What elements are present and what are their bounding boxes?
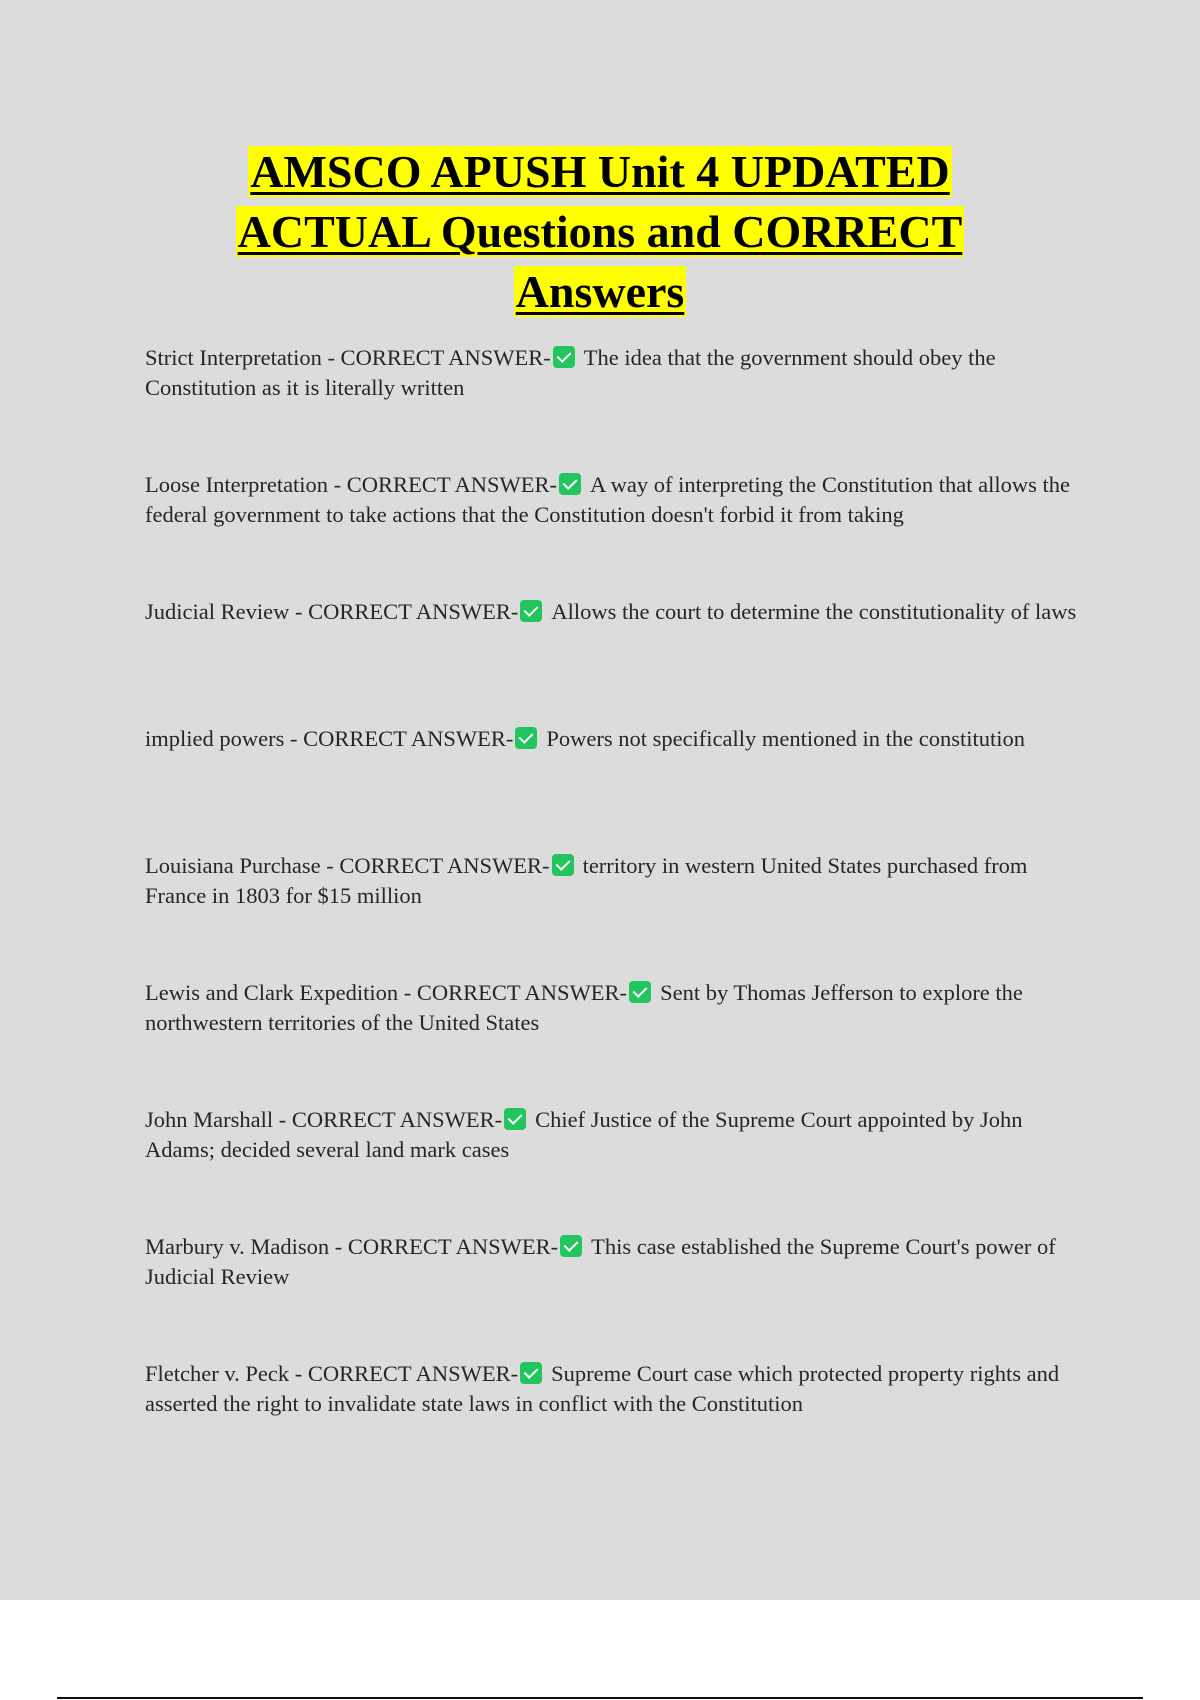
green-checkbox-icon — [520, 600, 542, 622]
green-checkbox-icon — [504, 1108, 526, 1130]
green-checkbox-icon — [515, 727, 537, 749]
qa-answer: Powers not specifically mentioned in the constitution — [546, 726, 1025, 751]
qa-item — [145, 1232, 1090, 1359]
qa-term: implied powers - CORRECT ANSWER- — [145, 726, 514, 751]
qa-item — [145, 1105, 1090, 1232]
qa-item — [145, 1359, 1090, 1486]
document-title — [0, 142, 1200, 322]
qa-term: Fletcher v. Peck - CORRECT ANSWER- — [145, 1361, 519, 1386]
qa-item — [145, 724, 1090, 851]
qa-item — [145, 851, 1090, 978]
qa-term: John Marshall - CORRECT ANSWER- — [145, 1107, 503, 1132]
qa-term: Strict Interpretation - CORRECT ANSWER- — [145, 345, 551, 370]
qa-answer: Chief Justice of the Supreme Court appointed by John Adams; decided several land mark cases — [145, 1107, 1023, 1162]
qa-answer: This case established the Supreme Court's power of Judicial Review — [145, 1234, 1056, 1289]
title-line — [0, 202, 1200, 262]
qa-answer: Supreme Court case which protected property rights and asserted the right to invalidate state laws in conflict with the Constitution — [145, 1361, 1060, 1416]
qa-term: Marbury v. Madison - CORRECT ANSWER- — [145, 1234, 559, 1259]
qa-item — [145, 978, 1090, 1105]
title-line-text: Answers — [515, 266, 685, 317]
green-checkbox-icon — [629, 981, 651, 1003]
qa-item — [145, 343, 1090, 470]
qa-term: Loose Interpretation - CORRECT ANSWER- — [145, 472, 558, 497]
qa-item — [145, 470, 1090, 597]
qa-term: Lewis and Clark Expedition - CORRECT ANSWER- — [145, 980, 628, 1005]
qa-term: Louisiana Purchase - CORRECT ANSWER- — [145, 853, 550, 878]
green-checkbox-icon — [553, 346, 575, 368]
qa-term: Judicial Review - CORRECT ANSWER- — [145, 599, 519, 624]
green-checkbox-icon — [559, 473, 581, 495]
title-line — [0, 142, 1200, 202]
qa-answer: Sent by Thomas Jefferson to explore the northwestern territories of the United States — [145, 980, 1023, 1035]
qa-list — [145, 343, 1090, 1486]
qa-item — [145, 597, 1090, 724]
green-checkbox-icon — [520, 1362, 542, 1384]
qa-answer: Allows the court to determine the constitutionality of laws — [551, 599, 1077, 624]
qa-answer: A way of interpreting the Constitution that allows the federal government to take actions that the Constitution doesn't forbid it from taking — [145, 472, 1070, 527]
green-checkbox-icon — [560, 1235, 582, 1257]
green-checkbox-icon — [552, 854, 574, 876]
title-line-text: ACTUAL Questions and CORRECT — [237, 206, 963, 257]
qa-answer: territory in western United States purchased from France in 1803 for $15 million — [145, 853, 1028, 908]
qa-answer: The idea that the government should obey the Constitution as it is literally written — [145, 345, 996, 400]
title-line-text: AMSCO APUSH Unit 4 UPDATED — [250, 146, 950, 197]
footer-divider — [57, 1697, 1143, 1699]
title-line — [0, 262, 1200, 322]
